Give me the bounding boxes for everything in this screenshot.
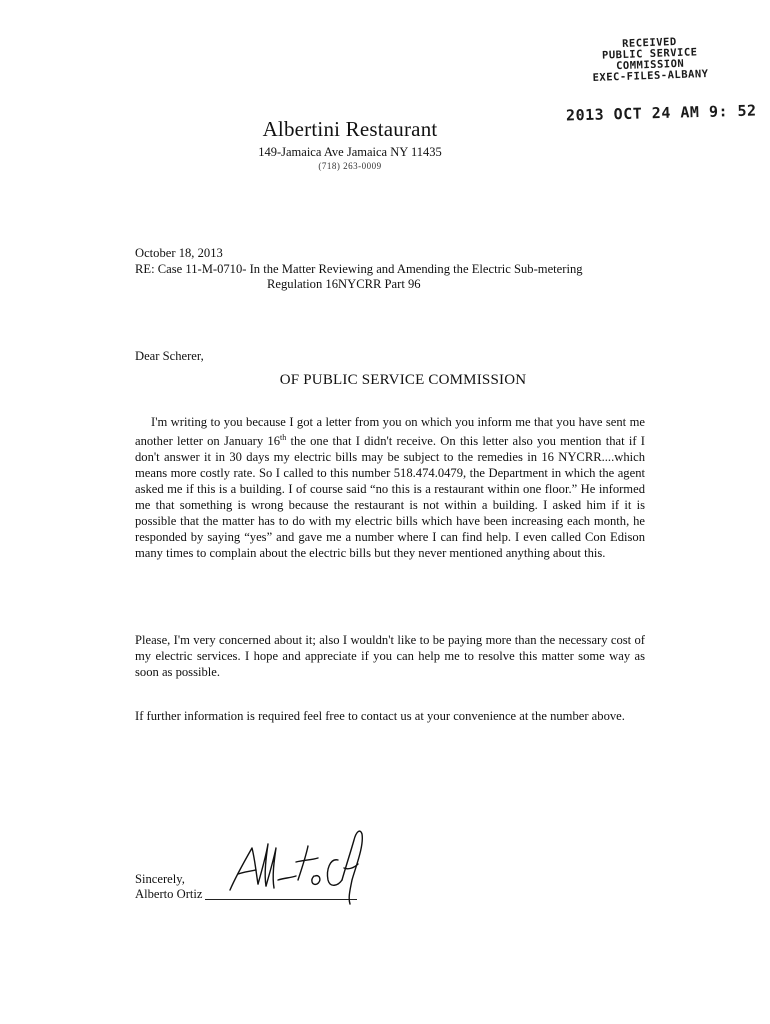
stamp-date: 2013 OCT 24 AM 9: 52: [565, 101, 757, 125]
ordinal-suffix: th: [280, 433, 287, 442]
stamp-line: EXEC-FILES-ALBANY: [592, 67, 709, 85]
paragraph-2: Please, I'm very concerned about it; also I wouldn't like to be paying more than the necessary cost of my electric services. I hope and appreciate if you can help me to resolve this matter some way as soon as possible.: [135, 633, 645, 679]
reference-line-1: RE: Case 11-M-0710- In the Matter Reviewing and Amending the Electric Sub-metering: [135, 262, 583, 276]
closing: Sincerely,: [135, 872, 185, 886]
paragraph-1-part-a: I'm writing to you because I got a letter from you on which you inform me that you have sent me another letter on January 16: [135, 415, 645, 449]
letter-heading: OF PUBLIC SERVICE COMMISSION: [279, 372, 527, 388]
signer-name: Alberto Ortiz: [135, 887, 203, 901]
stamp-line: PUBLIC SERVICE: [601, 46, 698, 62]
restaurant-name: Albertini Restaurant: [262, 117, 438, 141]
reference-line: [135, 262, 695, 292]
restaurant-phone: (718) 263-0009: [318, 161, 382, 171]
reference-line-2: Regulation 16NYCRR Part 96: [267, 277, 421, 291]
letter-date: October 18, 2013: [135, 246, 223, 260]
handwritten-signature: [222, 818, 372, 908]
paragraph-1-part-b: the one that I didn't receive. On this letter also you mention that if I don't answer it in 30 days my electric bills may be subject to the remedies in 16 NYCRR....which means more costly rate. So I called to this number 518.474.0479, the Department in which the agent asked me if this is a building. I of course said “no this is a restaurant within one floor.” He informed me that something is wrong because the restaurant is not within a building. I asked him if it is possible that the matter has to do with my electric bills which have been increasing each month, he responded by saying “yes” and gave me a number where I can find help. I even called Con Edison many times to complain about the electric bills but they never mentioned anything about this.: [135, 434, 645, 561]
restaurant-address: 149-Jamaica Ave Jamaica NY 11435: [258, 145, 442, 159]
received-stamp: [574, 35, 725, 84]
paragraph-3: If further information is required feel free to contact us at your convenience at the number above.: [135, 709, 625, 723]
salutation: Dear Scherer,: [135, 349, 204, 363]
stamp-line: RECEIVED: [621, 36, 677, 50]
paragraph-1: [135, 414, 645, 561]
letterhead: [200, 116, 500, 172]
stamp-line: COMMISSION: [615, 57, 685, 73]
